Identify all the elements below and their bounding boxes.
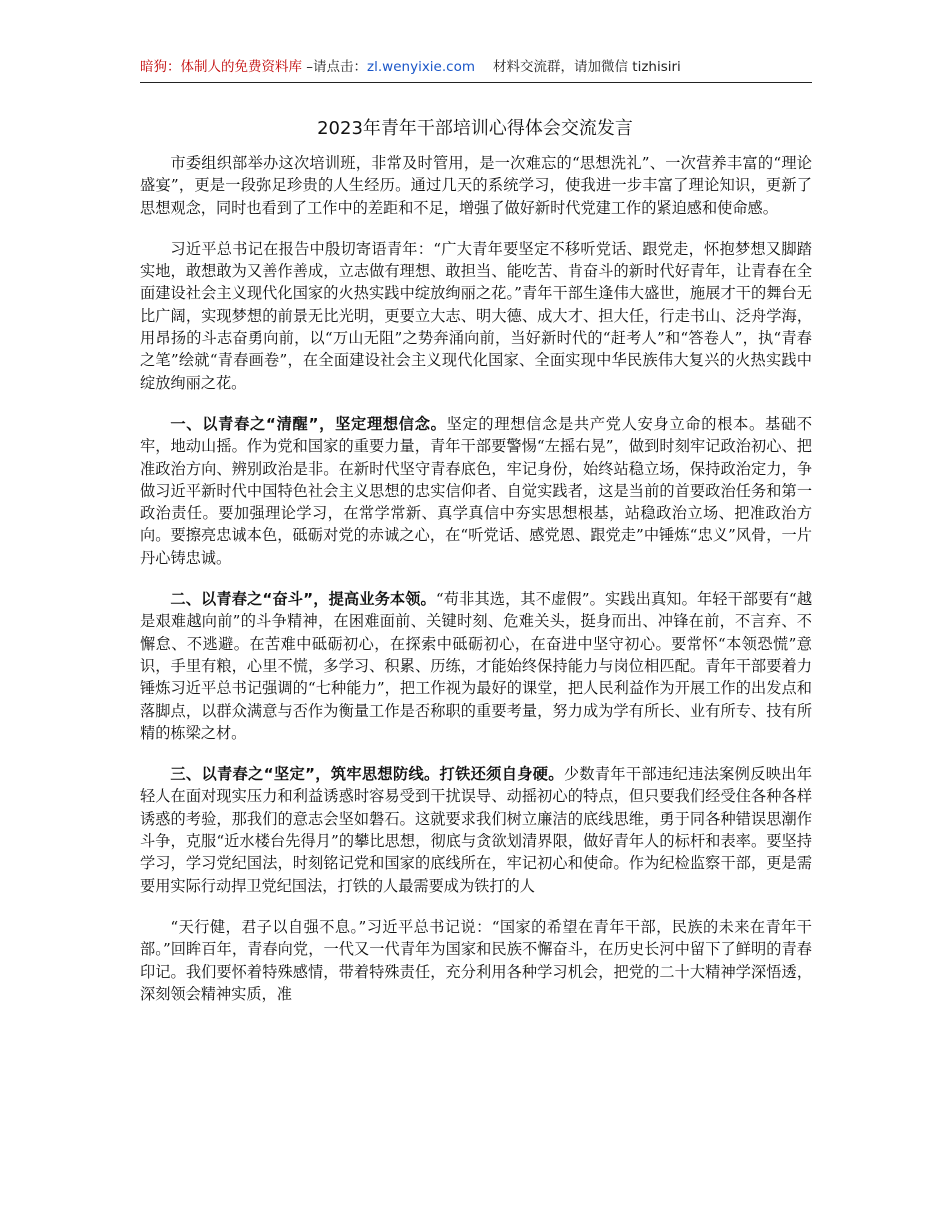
body-paragraph-closing — [140, 916, 812, 1005]
section-heading-3: 三、以青春之“坚定”，筑牢思想防线。打铁还须自身硬。 — [170, 765, 564, 784]
header-contact-text: 材料交流群，请加微信 tizhisiri — [493, 59, 681, 75]
document-title: 2023年青年干部培训心得体会交流发言 — [317, 118, 633, 139]
page-header — [140, 56, 812, 83]
body-paragraph-section-1 — [140, 413, 812, 569]
document-body — [140, 152, 812, 1024]
paragraph-text: 少数青年干部违纪违法案例反映出年轻人在面对现实压力和利益诱惑时容易受到干扰误导、动摇初心的特点，但只要我们经受住各种各样诱惑的考验，那我们的意志会坚如磐石。这就要求我们树立廉洁的底线思维，勇于同各种错误思潮作斗争，克服“近水楼台先得月”的攀比思想，彻底与贪欲划清界限，做好青年人的标杆和表率。要坚持学习，学习党纪国法，时刻铭记党和国家的底线所在，牢记初心和使命。作为纪检监察干部，更是需要用实际行动捍卫党纪国法，打铁的人最需要成为铁打的人 — [140, 765, 813, 895]
paragraph-text: 习近平总书记在报告中殷切寄语青年：“广大青年要坚定不移听党话、跟党走，怀抱梦想又脚踏实地，敢想敢为又善作善成，立志做有理想、敢担当、能吃苦、肯奋斗的新时代好青年，让青春在全面建设社会主义现代化国家的火热实践中绽放绚丽之花。”青年干部生逢伟大盛世，施展才干的舞台无比广阔，实现梦想的前景无比光明，更要立大志、明大德、成大才、担大任，行走书山、泛舟学海，用昂扬的斗志奋勇向前，以“万山无阻”之势奔涌向前，当好新时代的“赶考人”和“答卷人”，执“青春之笔”绘就“青春画卷”，在全面建设社会主义现代化国家、全面实现中华民族伟大复兴的火热实践中绽放绚丽之花。 — [140, 239, 812, 392]
body-paragraph-intro — [140, 152, 812, 219]
section-heading-1: 一、以青春之“清醒”，坚定理想信念。 — [170, 414, 447, 433]
body-paragraph-section-3 — [140, 763, 812, 897]
paragraph-text: “苟非其选，其不虚假”。实践出真知。年轻干部要有“越是艰难越向前”的斗争精神，在困难面前、关键时刻、危难关头，挺身而出、冲锋在前，不言弃、不懈怠、不逃避。在苦难中砥砺初心，在探索中砥砺初心，在奋进中坚守初心。要常怀“本领恐慌”意识，手里有粮，心里不慌，多学习、积累、历练，才能始终保持能力与岗位相匹配。青年干部要着力锤炼习近平总书记强调的“七种能力”，把工作视为最好的课堂，把人民利益作为开展工作的出发点和落脚点，以群众满意与否作为衡量工作是否称职的重要考量，努力成为学有所长、业有所专、技有所精的栋梁之材。 — [140, 590, 813, 742]
header-prompt-text: –请点击： — [302, 59, 368, 75]
body-paragraph-section-2 — [140, 588, 812, 744]
paragraph-text: 坚定的理想信念是共产党人安身立命的根本。基础不牢，地动山摇。作为党和国家的重要力量，青年干部要警惕“左摇右晃”，做到时刻牢记政治初心、把准政治方向、辨别政治是非。在新时代坚守青春底色，牢记身份，始终站稳立场，保持政治定力，争做习近平新时代中国特色社会主义思想的忠实信仰者、自觉实践者，这是当前的首要政治任务和第一政治责任。要加强理论学习，在常学常新、真学真信中夯实思想根基，站稳政治立场、把准政治方向。要擦亮忠诚本色，砥砺对党的赤诚之心，在“听党话、感党恩、跟党走”中锤炼“忠义”风骨，一片丹心铸忠诚。 — [140, 414, 813, 567]
paragraph-text: “天行健，君子以自强不息。”习近平总书记说：“国家的希望在青年干部，民族的未来在青年干部。”回眸百年，青春向党，一代又一代青年为国家和民族不懈奋斗，在历史长河中留下了鲜明的青春印记。我们要怀着特殊感情，带着特殊责任，充分利用各种学习机会，把党的二十大精神学深悟透，深刻领会精神实质，准 — [140, 917, 812, 1003]
header-brand-text: 暗狗：体制人的免费资料库 — [140, 59, 302, 75]
section-heading-2: 二、以青春之“奋斗”，提高业务本领。 — [170, 590, 436, 609]
paragraph-text: 市委组织部举办这次培训班，非常及时管用，是一次难忘的“思想洗礼”、一次营养丰富的“理论盛宴”，更是一段弥足珍贵的人生经历。通过几天的系统学习，使我进一步丰富了理论知识，更新了思想观念，同时也看到了工作中的差距和不足，增强了做好新时代党建工作的紧迫感和使命感。 — [140, 154, 812, 217]
body-paragraph-quote — [140, 238, 812, 394]
header-website-link[interactable]: zl.wenyixie.com — [367, 59, 475, 75]
